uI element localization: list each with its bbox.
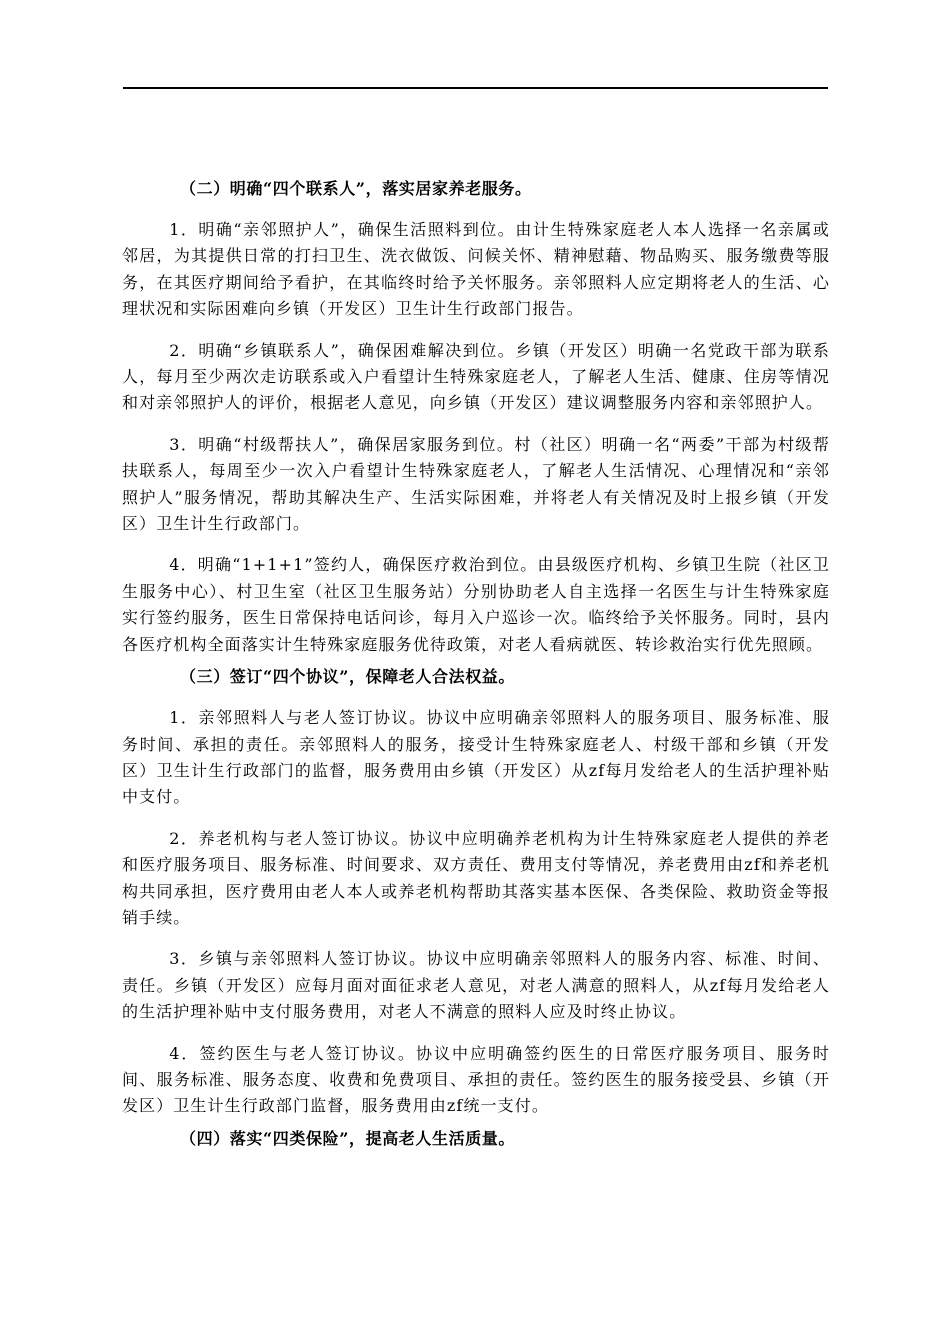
paragraph-2-2: 2．明确“乡镇联系人”，确保困难解决到位。乡镇（开发区）明确一名党政干部为联系人，每月至少两次走访联系或入户看望计生特殊家庭老人，了解老人生活、健康、住房等情况和对亲邻照护人的评价，根据老人意见，向乡镇（开发区）建议调整服务内容和亲邻照护人。 (122, 340, 830, 413)
section-heading-4: （四）落实“四类保险”，提高老人生活质量。 (180, 1128, 516, 1148)
paragraph-3-1: 1．亲邻照料人与老人签订协议。协议中应明确亲邻照料人的服务项目、服务标准、服务时间、承担的责任。亲邻照料人的服务，接受计生特殊家庭老人、村级干部和乡镇（开发区）卫生计生行政部门的监督，服务费用由乡镇（开发区）从zf每月发给老人的生活护理补贴中支付。 (122, 708, 830, 807)
paragraph-3-3: 3．乡镇与亲邻照料人签订协议。协议中应明确亲邻照料人的服务内容、标准、时间、责任。乡镇（开发区）应每月面对面征求老人意见，对老人满意的照料人，从zf每月发给老人的生活护理补贴中支付服务费用，对老人不满意的照料人应及时终止协议。 (122, 949, 830, 1022)
paragraph-3-4: 4．签约医生与老人签订协议。协议中应明确签约医生的日常医疗服务项目、服务时间、服务标准、服务态度、收费和免费项目、承担的责任。签约医生的服务接受县、乡镇（开发区）卫生计生行政部门监督，服务费用由zf统一支付。 (122, 1043, 830, 1116)
section-heading-2: （二）明确“四个联系人”，落实居家养老服务。 (180, 179, 532, 198)
section-heading-3: （三）签订“四个协议”，保障老人合法权益。 (180, 667, 516, 687)
paragraph-2-3: 3．明确“村级帮扶人”，确保居家服务到位。村（社区）明确一名“两委”干部为村级帮扶联系人，每周至少一次入户看望计生特殊家庭老人，了解老人生活情况、心理情况和“亲邻照护人”服务情况，帮助其解决生产、生活实际困难，并将老人有关情况及时上报乡镇（开发区）卫生计生行政部门。 (122, 434, 830, 534)
header-rule (123, 87, 828, 89)
paragraph-2-1: 1．明确“亲邻照护人”，确保生活照料到位。由计生特殊家庭老人本人选择一名亲属或邻居，为其提供日常的打扫卫生、洗衣做饭、问候关怀、精神慰藉、物品购买、服务缴费等服务，在其医疗期间给予看护，在其临终时给予关怀服务。亲邻照料人应定期将老人的生活、心理状况和实际困难向乡镇（开发区）卫生计生行政部门报告。 (122, 220, 830, 319)
document-body (122, 176, 830, 1167)
paragraph-3-2: 2．养老机构与老人签订协议。协议中应明确养老机构为计生特殊家庭老人提供的养老和医疗服务项目、服务标准、时间要求、双方责任、费用支付等情况，养老费用由zf和养老机构共同承担，医疗费用由老人本人或养老机构帮助其落实基本医保、各类保险、救助资金等报销手续。 (122, 828, 830, 927)
paragraph-2-4: 4．明确“1+1+1”签约人，确保医疗救治到位。由县级医疗机构、乡镇卫生院（社区卫生服务中心）、村卫生室（社区卫生服务站）分别协助老人自主选择一名医生与计生特殊家庭实行签约服务，医生日常保持电话问诊，每月入户巡诊一次。临终给予关怀服务。同时，县内各医疗机构全面落实计生特殊家庭服务优待政策，对老人看病就医、转诊救治实行优先照顾。 (122, 555, 830, 654)
